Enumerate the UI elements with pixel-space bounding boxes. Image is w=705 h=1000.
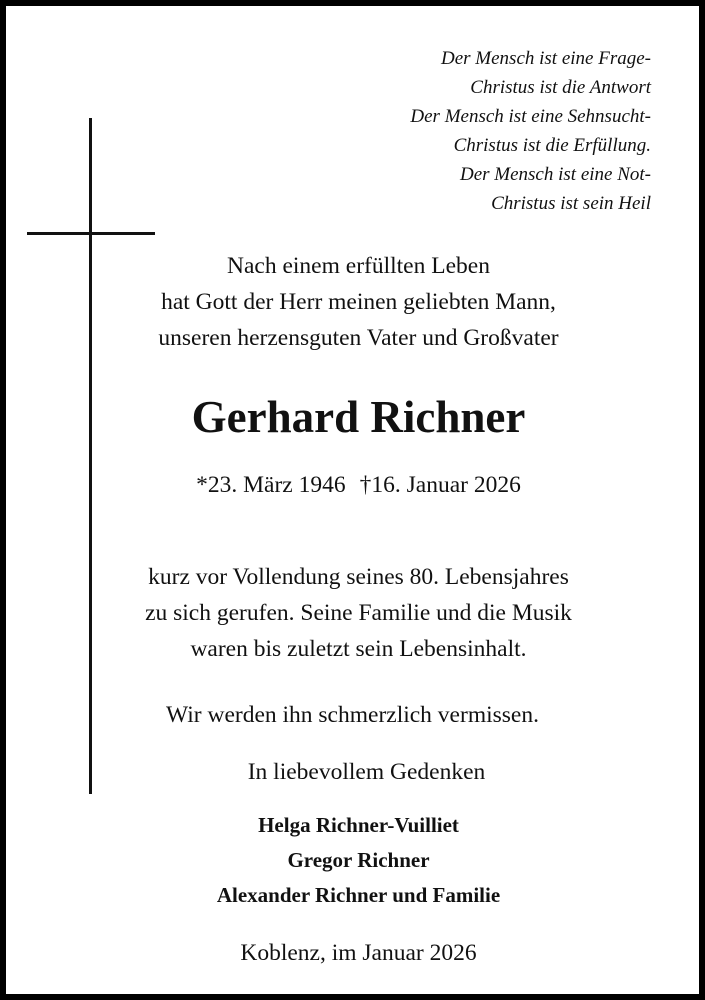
remembrance-line: In liebevollem Gedenken [247,759,486,785]
verse-line: Christus ist sein Heil [491,193,651,214]
life-dates [6,469,705,501]
intro-text [6,248,705,356]
verse-line: Der Mensch ist eine Not- [459,164,651,185]
cross-vertical-bar [89,118,92,794]
intro-line: unseren herzensguten Vater und Großvater [158,325,559,351]
death-date: †16. Januar 2026 [359,472,521,498]
body-line: zu sich gerufen. Seine Familie und die Musik [145,600,572,626]
mourner-name: Alexander Richner und Familie [216,883,501,907]
cross-horizontal-bar [27,232,155,235]
place-date: Koblenz, im Januar 2026 [240,940,477,966]
mourner-name: Helga Richner-Vuilliet [258,813,459,837]
birth-date: *23. März 1946 [196,472,346,498]
body-text [6,559,705,667]
verse-line: Der Mensch ist eine Frage- [441,48,651,69]
mourners-list [6,808,705,913]
verse-line: Christus ist die Antwort [470,77,651,98]
verse-line: Christus ist die Erfüllung. [453,135,651,156]
intro-line: hat Gott der Herr meinen geliebten Mann, [161,289,556,315]
body-line: kurz vor Vollendung seines 80. Lebensjahres [148,564,569,590]
closing-line: Wir werden ihn schmerzlich vermissen. [166,702,539,728]
intro-line: Nach einem erfüllten Leben [227,253,490,279]
verse-line: Der Mensch ist eine Sehnsucht- [410,106,651,127]
body-line: waren bis zuletzt sein Lebensinhalt. [190,636,527,662]
verse-block [410,44,651,218]
deceased-name: Gerhard Richner [191,392,526,442]
mourner-name: Gregor Richner [287,848,430,872]
